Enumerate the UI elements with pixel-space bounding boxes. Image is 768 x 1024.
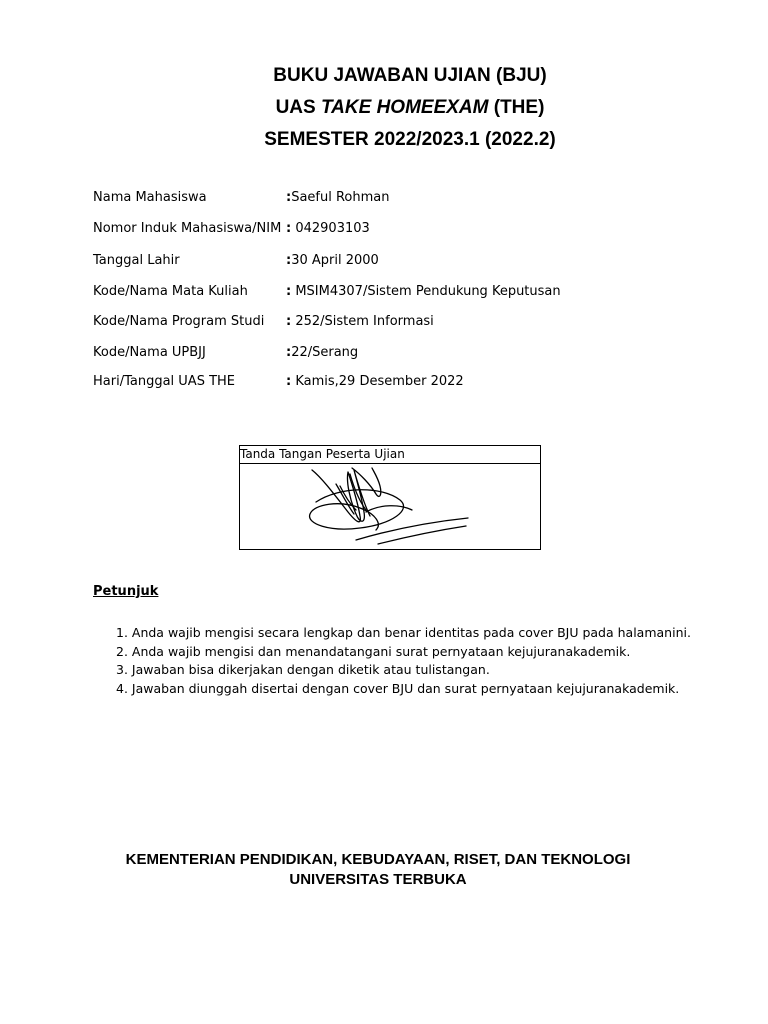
footer-ministry: KEMENTERIAN PENDIDIKAN, KEBUDAYAAN, RISET, DAN TEKNOLOGI: [125, 851, 631, 868]
field-label: Kode/Nama Program Studi: [93, 314, 265, 329]
field-value: : MSIM4307/Sistem Pendukung Keputusan: [286, 284, 561, 299]
field-label: Kode/Nama UPBJJ: [93, 345, 206, 360]
footer-university: UNIVERSITAS TERBUKA: [289, 871, 467, 888]
field-value: : Kamis,29 Desember 2022: [286, 374, 464, 389]
field-tanggal-uas: [93, 373, 693, 391]
instruction-item: 2. Anda wajib mengisi dan menandatangani surat pernyataan kejujuranakademik.: [116, 644, 631, 659]
field-upbjj: [93, 344, 693, 362]
field-mata-kuliah: [93, 283, 693, 301]
field-label: Kode/Nama Mata Kuliah: [93, 284, 248, 299]
field-label: Nama Mahasiswa: [93, 190, 207, 205]
field-program-studi: [93, 313, 693, 331]
document-title: BUKU JAWABAN UJIAN (BJU): [273, 65, 547, 86]
field-label: Nomor Induk Mahasiswa/NIM: [93, 221, 282, 236]
field-value: : 042903103: [286, 221, 370, 236]
field-label: Hari/Tanggal UAS THE: [93, 374, 236, 389]
instruction-item: 3. Jawaban bisa dikerjakan dengan diketik atau tulistangan.: [116, 662, 490, 677]
signature-caption: Tanda Tangan Peserta Ujian: [240, 446, 540, 464]
field-tanggal-lahir: [93, 252, 693, 270]
signature-image: [300, 464, 480, 548]
instruction-item: 4. Jawaban diunggah disertai dengan cover BJU dan surat pernyataan kejujuranakademik.: [116, 681, 680, 696]
field-nim: [93, 220, 693, 238]
field-value: : 252/Sistem Informasi: [286, 314, 434, 329]
field-value: :Saeful Rohman: [286, 190, 390, 205]
semester-title: SEMESTER 2022/2023.1 (2022.2): [264, 129, 556, 150]
exam-type-title: [0, 97, 768, 119]
exam-type-italic: TAKE HOMEEXAM: [320, 97, 489, 118]
instructions-heading: Petunjuk: [93, 584, 159, 599]
signature-box: [239, 445, 541, 550]
field-label: Tanggal Lahir: [93, 253, 180, 268]
exam-type-suffix: (THE): [488, 97, 545, 118]
field-nama-mahasiswa: [93, 189, 693, 207]
field-value: :22/Serang: [286, 345, 359, 360]
instruction-item: 1. Anda wajib mengisi secara lengkap dan benar identitas pada cover BJU pada halamanini.: [116, 625, 691, 640]
exam-type-prefix: UAS: [275, 97, 321, 118]
field-value: :30 April 2000: [286, 253, 379, 268]
